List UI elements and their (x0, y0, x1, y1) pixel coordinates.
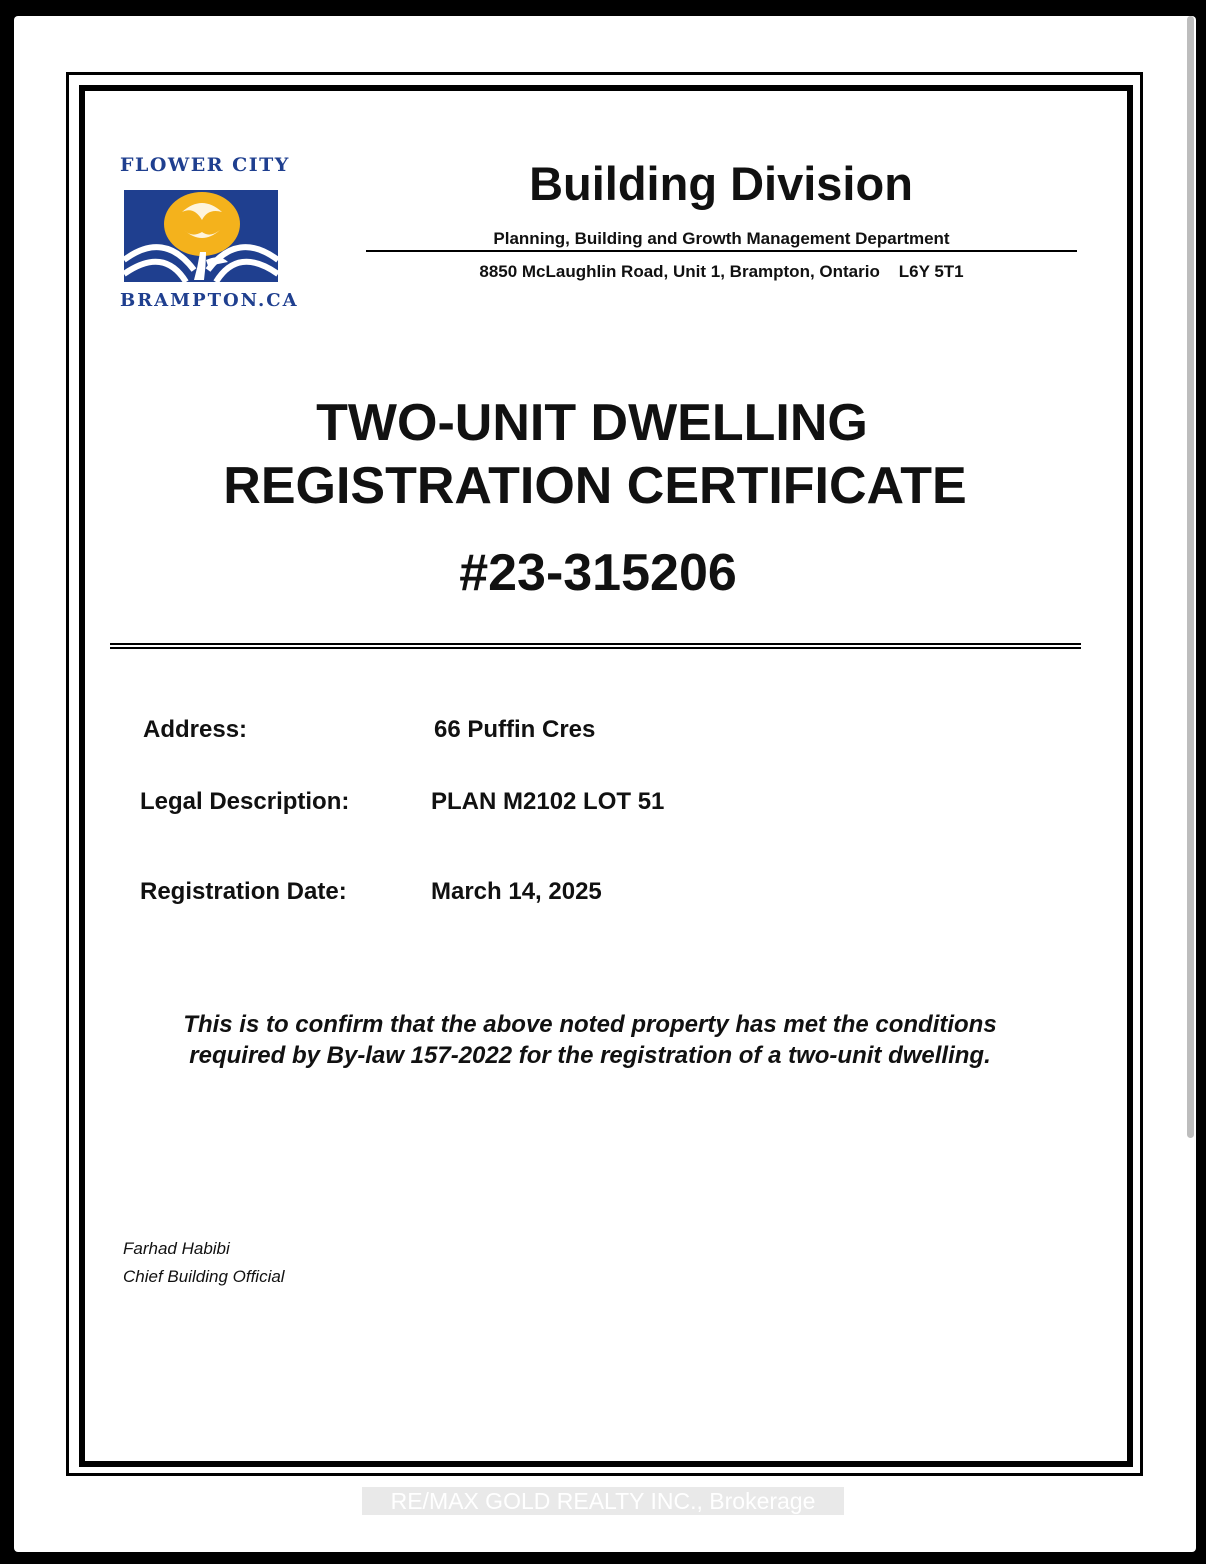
logo-bottom-text: BRAMPTON.CA (120, 290, 299, 311)
signatory-title: Chief Building Official (123, 1267, 285, 1286)
header-divider (366, 250, 1077, 252)
address-value: 66 Puffin Cres (434, 716, 596, 743)
registration-date-value: March 14, 2025 (431, 878, 602, 905)
legal-description-value: PLAN M2102 LOT 51 (431, 788, 665, 815)
certificate-title-line2: REGISTRATION CERTIFICATE (223, 457, 967, 515)
confirmation-statement-line1: This is to confirm that the above noted property has met the conditions (183, 1011, 997, 1038)
signatory-name: Farhad Habibi (123, 1239, 230, 1258)
brampton-logo (120, 150, 299, 315)
certificate-number: #23-315206 (459, 544, 737, 602)
double-divider-bottom (110, 647, 1081, 649)
confirmation-statement-line2: required by By-law 157-2022 for the registration of a two-unit dwelling. (189, 1042, 991, 1069)
brokerage-watermark: RE/MAX GOLD REALTY INC., Brokerage (362, 1487, 844, 1515)
registration-date-label: Registration Date: (140, 878, 347, 905)
legal-description-label: Legal Description: (140, 788, 350, 815)
vertical-scrollbar[interactable] (1187, 16, 1194, 1138)
department-address: 8850 McLaughlin Road, Unit 1, Brampton, Ontario L6Y 5T1 (479, 262, 964, 281)
logo-top-text: FLOWER CITY (120, 154, 290, 176)
department-name: Planning, Building and Growth Management Department (493, 229, 950, 248)
double-divider-top (110, 643, 1081, 645)
address-label: Address: (143, 716, 248, 743)
certificate-title-line1: TWO-UNIT DWELLING (316, 394, 868, 452)
rose-emblem-icon (124, 190, 278, 282)
page-title: Building Division (529, 157, 913, 210)
